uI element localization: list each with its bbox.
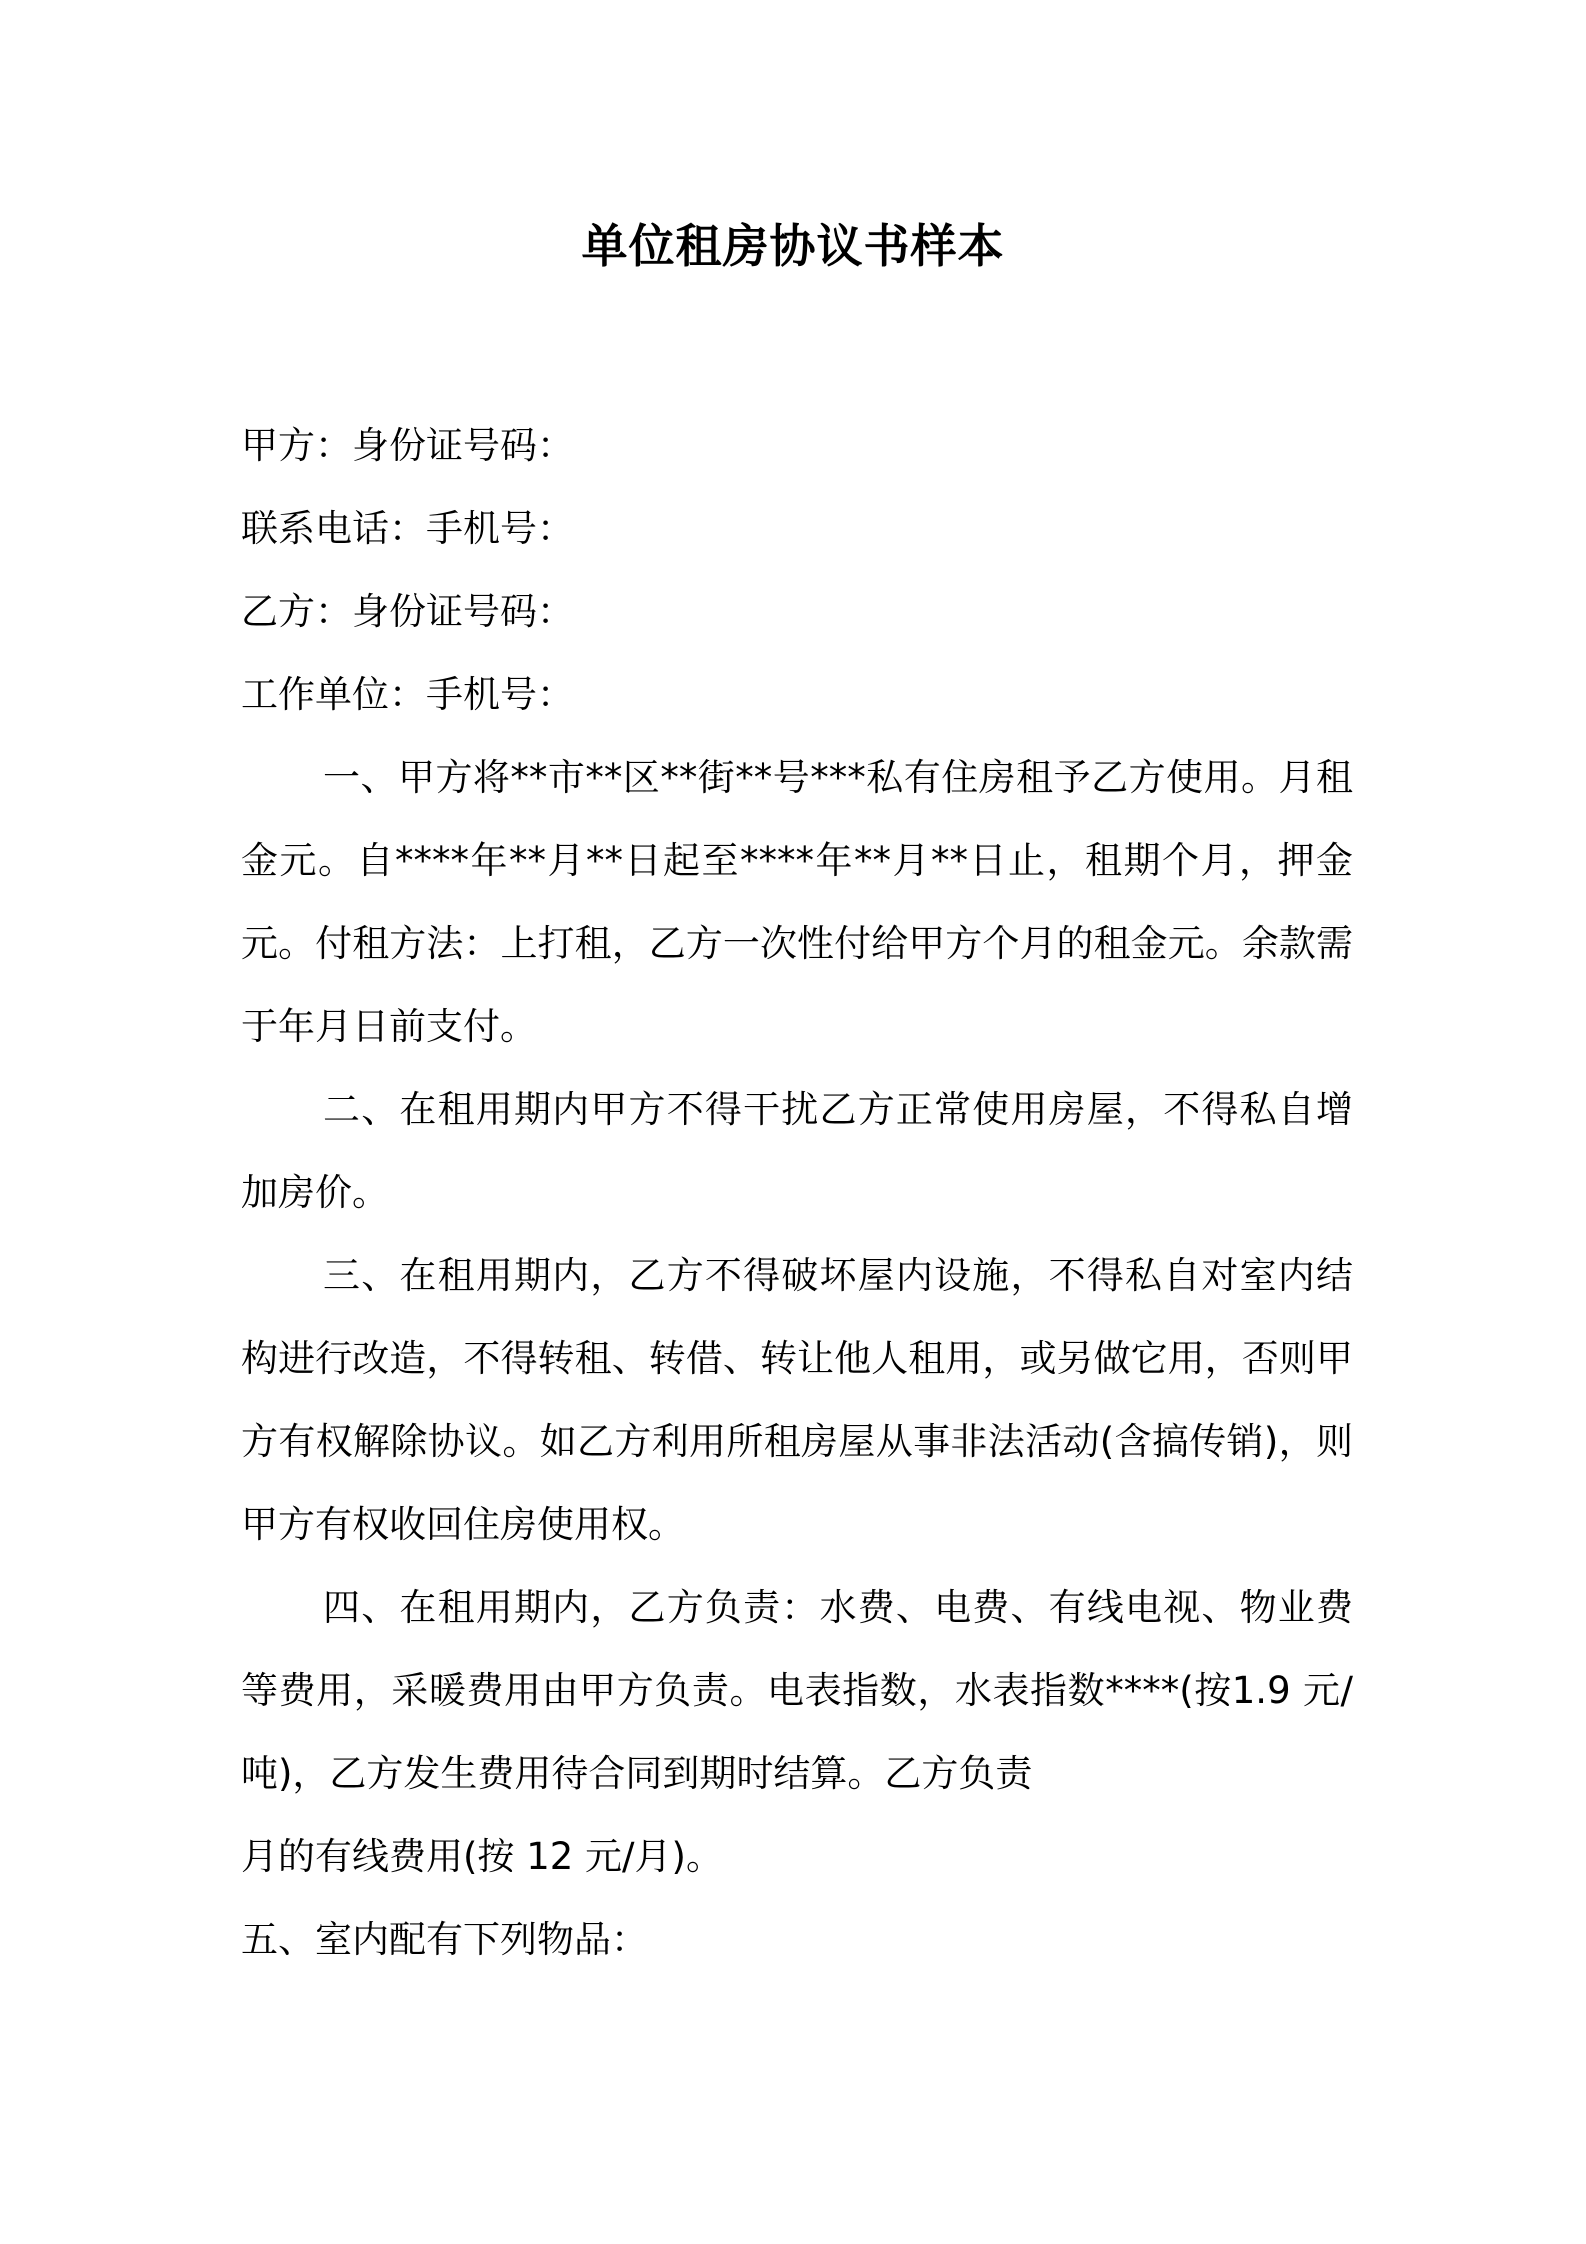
clause-1: 一、甲方将**市**区**街**号***私有住房租予乙方使用。月租金元。自****年**月**日起至****年**月**日止，租期个月，押金元。付租方法：上打租，乙方一次性付给甲方个月的租金元。余款需于年月日前支付。 [241, 756, 1353, 1048]
work-unit-line: 工作单位：手机号： [241, 673, 574, 716]
clause-4-continuation: 月的有线费用(按 12 元/月)。 [241, 1835, 723, 1878]
clause-2: 二、在租用期内甲方不得干扰乙方正常使用房屋，不得私自增加房价。 [241, 1088, 1353, 1214]
party-a-id-line: 甲方：身份证号码： [241, 424, 574, 467]
clause-5: 五、室内配有下列物品： [241, 1918, 648, 1961]
document-title: 单位租房协议书样本 [581, 219, 1005, 273]
contact-phone-line: 联系电话：手机号： [241, 507, 574, 550]
clause-4: 四、在租用期内，乙方负责：水费、电费、有线电视、物业费等费用，采暖费用由甲方负责。电表指数，水表指数****(按1.9 元/吨)，乙方发生费用待合同到期时结算。乙方负责 [241, 1586, 1353, 1795]
document-body [241, 404, 1353, 1981]
clause-3: 三、在租用期内，乙方不得破坏屋内设施，不得私自对室内结构进行改造，不得转租、转借、转让他人租用，或另做它用，否则甲方有权解除协议。如乙方利用所租房屋从事非法活动(含搞传销)，则甲方有权收回住房使用权。 [241, 1254, 1353, 1546]
party-b-id-line: 乙方：身份证号码： [241, 590, 574, 633]
